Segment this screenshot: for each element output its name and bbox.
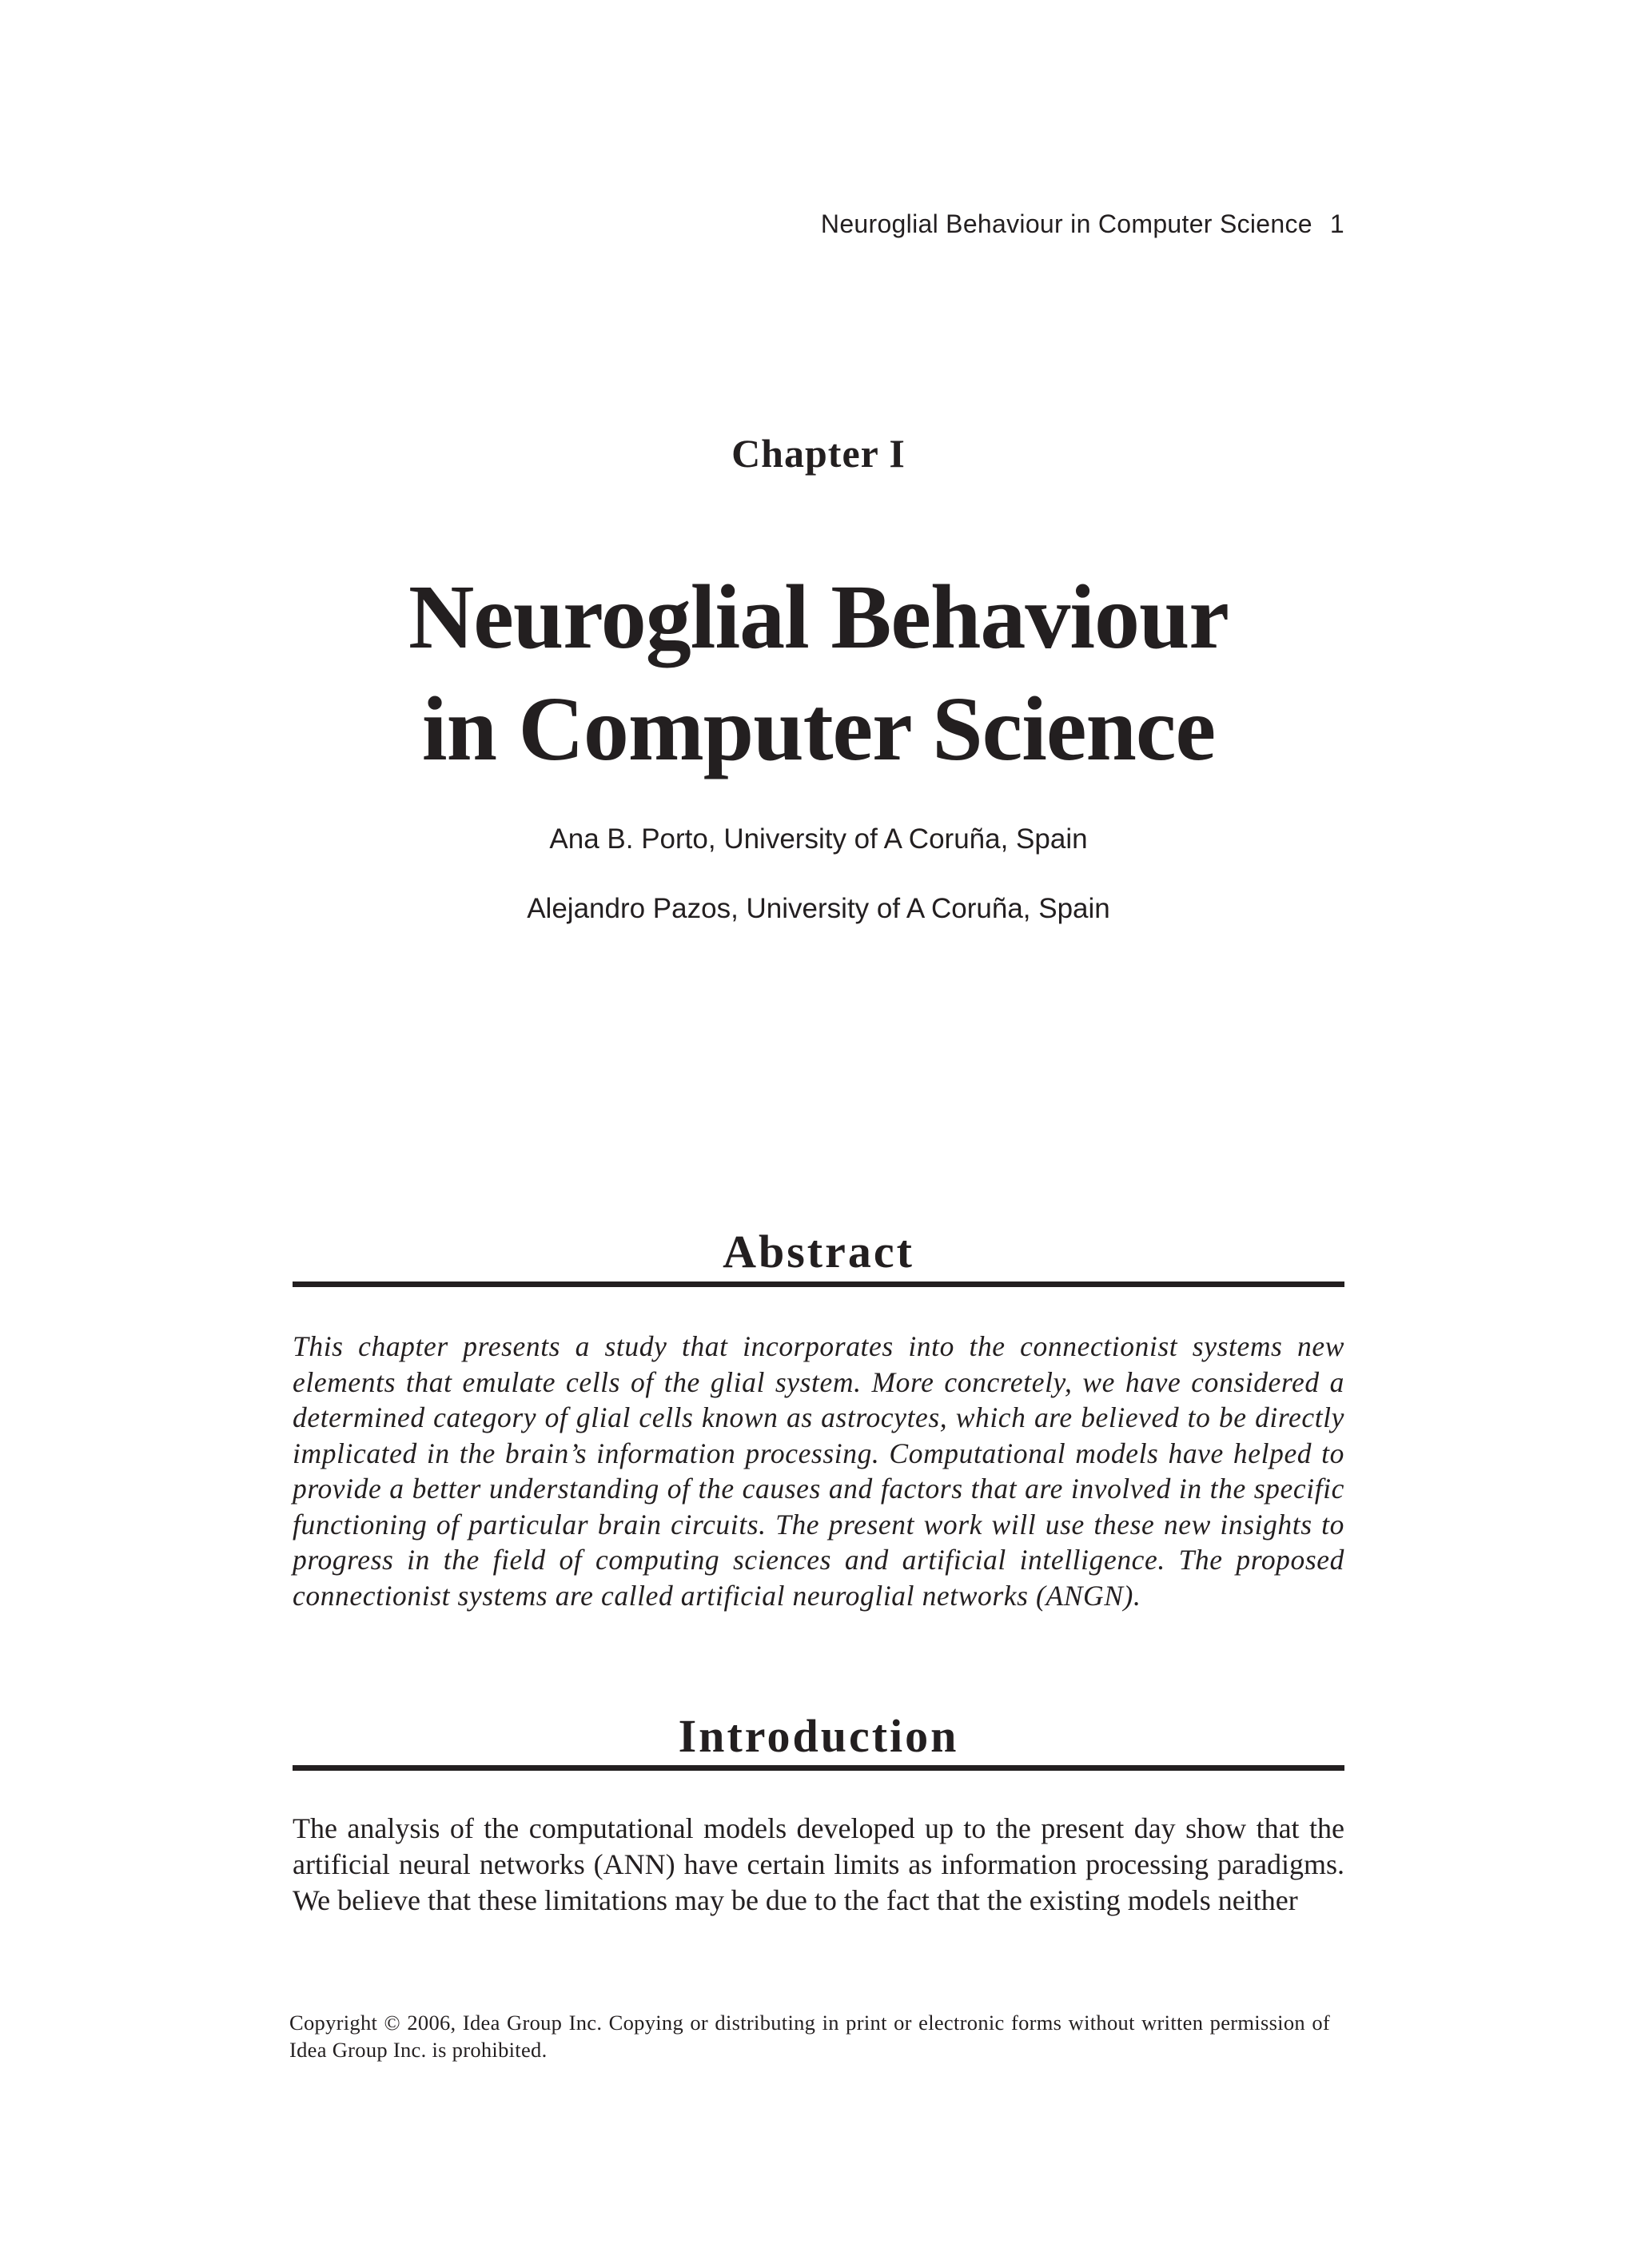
running-head bbox=[821, 209, 1344, 239]
chapter-label: Chapter I bbox=[731, 431, 906, 476]
chapter-title-line-1: Neuroglial Behaviour bbox=[408, 566, 1229, 668]
abstract-heading: Abstract bbox=[723, 1226, 914, 1277]
copyright-notice: Copyright © 2006, Idea Group Inc. Copying or distributing in print or electronic forms without written permission of Idea Group Inc. is prohibited. bbox=[289, 2011, 1330, 2062]
abstract-rule bbox=[293, 1281, 1344, 1287]
abstract-text: This chapter presents a study that incorporates into the connectionist systems new elements that emulate cells of the glial system. More concretely, we have considered a determined category of glial cells known as astrocytes, which are believed to be directly implicated in the brain’s information processing. Computational models have helped to provide a better understanding of the causes and factors that are involved in the specific functioning of particular brain circuits. The present work will use these new insights to progress in the field of computing sciences and artificial intelligence. The proposed connectionist systems are called artificial neuroglial networks (ANGN). bbox=[293, 1330, 1344, 1612]
chapter-title-line-2: in Computer Science bbox=[421, 678, 1216, 779]
introduction-rule bbox=[293, 1765, 1344, 1771]
page-number: 1 bbox=[1329, 209, 1344, 238]
running-head-title: Neuroglial Behaviour in Computer Science bbox=[820, 209, 1312, 238]
chapter-title bbox=[0, 561, 1637, 785]
introduction-text: The analysis of the computational models developed up to the present day show that the artificial neural networks (ANN) have certain limits as information processing paradigms. We believe that these limitations may be due to the fact that the existing models neither bbox=[293, 1812, 1344, 1916]
author-2: Alejandro Pazos, University of A Coruña, Spain bbox=[527, 893, 1110, 924]
author-1: Ana B. Porto, University of A Coruña, Spain bbox=[549, 823, 1088, 855]
introduction-heading: Introduction bbox=[678, 1710, 959, 1762]
